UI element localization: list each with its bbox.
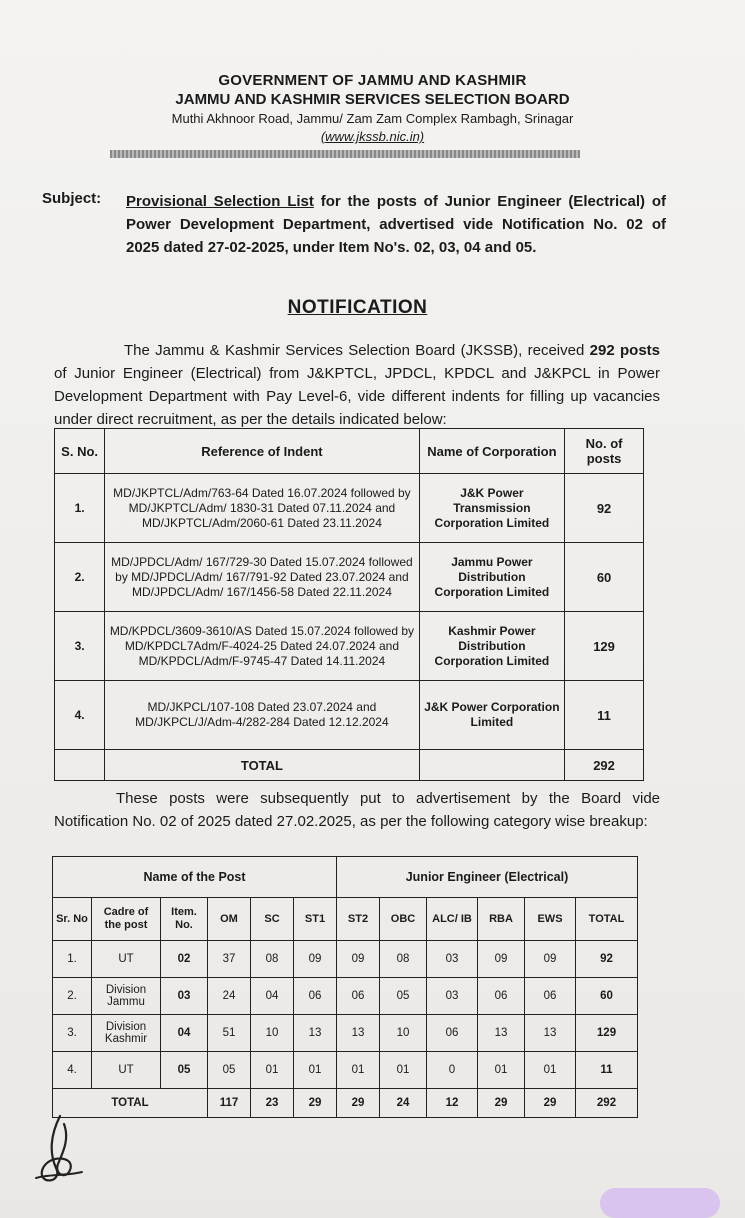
corner-overlay bbox=[600, 1188, 720, 1218]
category-group-header bbox=[53, 857, 638, 898]
cell-st2: 09 bbox=[337, 941, 380, 978]
cell-corporation: Jammu Power Distribution Corporation Limited bbox=[419, 543, 564, 612]
cell-sr: 4. bbox=[53, 1052, 92, 1089]
cell-om: 51 bbox=[208, 1015, 251, 1052]
cell-sno: 1. bbox=[55, 474, 105, 543]
indent-table bbox=[54, 428, 644, 781]
notification-title: NOTIFICATION bbox=[287, 297, 428, 318]
cell-st1: 06 bbox=[294, 978, 337, 1015]
col-ews: EWS bbox=[525, 898, 576, 941]
cell-om-total: 117 bbox=[208, 1089, 251, 1118]
table-row bbox=[55, 474, 644, 543]
cell-total: 129 bbox=[576, 1015, 638, 1052]
table-row bbox=[55, 681, 644, 750]
col-rba: RBA bbox=[478, 898, 525, 941]
cell-alc: 0 bbox=[427, 1052, 478, 1089]
cell-om: 05 bbox=[208, 1052, 251, 1089]
cell-st1: 01 bbox=[294, 1052, 337, 1089]
cell-sr: 3. bbox=[53, 1015, 92, 1052]
cell-rba: 06 bbox=[478, 978, 525, 1015]
cell-reference: MD/JKPTCL/Adm/763-64 Dated 16.07.2024 followed by MD/JKPTCL/Adm/ 1830-31 Dated 07.11.2024 and MD/JKPTCL/Adm/2060-61 Dated 23.11.2024 bbox=[105, 474, 419, 543]
cell-corporation: J&K Power Transmission Corporation Limited bbox=[419, 474, 564, 543]
paragraph-intro bbox=[54, 339, 660, 431]
cell-rba: 01 bbox=[478, 1052, 525, 1089]
col-om: OM bbox=[208, 898, 251, 941]
cell-total-value: 292 bbox=[565, 750, 644, 781]
intro-part-c: of Junior Engineer (Electrical) from J&KPTCL, JPDCL, KPDCL and J&KPCL in Power Development Department with Pay Level-6, vide different indents for filling up vacancies under direct recruitment, as per the details indicated below: bbox=[54, 365, 660, 428]
cell-reference: MD/KPDCL/3609-3610/AS Dated 15.07.2024 followed by MD/KPDCL7Adm/F-4024-25 Dated 24.07.2024 and MD/KPDCL/Adm/F-9745-47 Dated 14.11.2024 bbox=[105, 612, 419, 681]
cell-om: 24 bbox=[208, 978, 251, 1015]
table-row bbox=[53, 978, 638, 1015]
cell-reference: MD/JKPCL/107-108 Dated 23.07.2024 and MD/JKPCL/J/Adm-4/282-284 Dated 12.12.2024 bbox=[105, 681, 419, 750]
col-st1: ST1 bbox=[294, 898, 337, 941]
cell-sc: 01 bbox=[251, 1052, 294, 1089]
cell-posts: 11 bbox=[565, 681, 644, 750]
col-posts: No. of posts bbox=[565, 429, 644, 474]
subject-underlined: Provisional Selection List bbox=[126, 193, 314, 210]
subject-label: Subject: bbox=[42, 190, 102, 207]
cell-sno: 2. bbox=[55, 543, 105, 612]
col-item: Item. No. bbox=[161, 898, 208, 941]
cell-st1: 13 bbox=[294, 1015, 337, 1052]
cell-alc: 03 bbox=[427, 978, 478, 1015]
header-government: GOVERNMENT OF JAMMU AND KASHMIR bbox=[218, 72, 527, 89]
cell-item: 03 bbox=[161, 978, 208, 1015]
cell-alc: 03 bbox=[427, 941, 478, 978]
signature bbox=[30, 1110, 90, 1190]
cell-rba: 13 bbox=[478, 1015, 525, 1052]
cell-obc-total: 24 bbox=[380, 1089, 427, 1118]
cell-cadre: Division Jammu bbox=[92, 978, 161, 1015]
table-row bbox=[53, 941, 638, 978]
cell-reference: MD/JPDCL/Adm/ 167/729-30 Dated 15.07.2024 followed by MD/JPDCL/Adm/ 167/791-92 Dated 23.07.2024 and MD/JPDCL/Adm/ 167/1456-58 Dated 22.11.2024 bbox=[105, 543, 419, 612]
cell-rba-total: 29 bbox=[478, 1089, 525, 1118]
cell-sc-total: 23 bbox=[251, 1089, 294, 1118]
cell-sc: 04 bbox=[251, 978, 294, 1015]
cell-st2: 06 bbox=[337, 978, 380, 1015]
header-address: Muthi Akhnoor Road, Jammu/ Zam Zam Complex Rambagh, Srinagar bbox=[171, 111, 574, 126]
cell-item: 02 bbox=[161, 941, 208, 978]
cell-rba: 09 bbox=[478, 941, 525, 978]
cell-st2: 13 bbox=[337, 1015, 380, 1052]
cell-obc: 08 bbox=[380, 941, 427, 978]
cell-obc: 05 bbox=[380, 978, 427, 1015]
cell-posts: 92 bbox=[565, 474, 644, 543]
col-corporation: Name of Corporation bbox=[419, 429, 564, 474]
table-row bbox=[53, 1052, 638, 1089]
cell-obc: 10 bbox=[380, 1015, 427, 1052]
cell-sc: 08 bbox=[251, 941, 294, 978]
header-website: (www.jkssb.nic.in) bbox=[320, 129, 425, 144]
cell-total: 60 bbox=[576, 978, 638, 1015]
table-row bbox=[55, 543, 644, 612]
col-total: TOTAL bbox=[576, 898, 638, 941]
cell-posts: 60 bbox=[565, 543, 644, 612]
subject-text bbox=[126, 190, 666, 259]
paragraph-advertisement: These posts were subsequently put to advertisement by the Board vide Notification No. 02 of 2025 dated 27.02.2025, as per the following category wise breakup: bbox=[54, 790, 660, 830]
cell-alc: 06 bbox=[427, 1015, 478, 1052]
cell-total: 92 bbox=[576, 941, 638, 978]
cell-cadre: Division Kashmir bbox=[92, 1015, 161, 1052]
cell-item: 05 bbox=[161, 1052, 208, 1089]
cell-corporation: J&K Power Corporation Limited bbox=[419, 681, 564, 750]
header-divider bbox=[110, 150, 580, 158]
intro-bold-posts: 292 posts bbox=[589, 342, 661, 359]
cell-sno: 4. bbox=[55, 681, 105, 750]
cell-cadre: UT bbox=[92, 1052, 161, 1089]
cell-st1-total: 29 bbox=[294, 1089, 337, 1118]
cell-st1: 09 bbox=[294, 941, 337, 978]
col-sr: Sr. No bbox=[53, 898, 92, 941]
col-sc: SC bbox=[251, 898, 294, 941]
group-junior-engineer: Junior Engineer (Electrical) bbox=[337, 857, 638, 898]
cell-st2-total: 29 bbox=[337, 1089, 380, 1118]
cell-cadre: UT bbox=[92, 941, 161, 978]
cell-posts: 129 bbox=[565, 612, 644, 681]
col-alc-ib: ALC/ IB bbox=[427, 898, 478, 941]
cell-total-label: TOTAL bbox=[105, 750, 419, 781]
category-column-header bbox=[53, 898, 638, 941]
table-row bbox=[55, 612, 644, 681]
cell-grand-total: 292 bbox=[576, 1089, 638, 1118]
cell-ews-total: 29 bbox=[525, 1089, 576, 1118]
cell-sno: 3. bbox=[55, 612, 105, 681]
cell-ews: 13 bbox=[525, 1015, 576, 1052]
cell-total-label: TOTAL bbox=[53, 1089, 208, 1118]
col-cadre: Cadre of the post bbox=[92, 898, 161, 941]
header-board: JAMMU AND KASHMIR SERVICES SELECTION BOARD bbox=[175, 91, 570, 108]
cell-obc: 01 bbox=[380, 1052, 427, 1089]
intro-part-a: The Jammu & Kashmir Services Selection Board (JKSSB), received bbox=[124, 342, 590, 359]
cell-empty bbox=[55, 750, 105, 781]
subject-body: for the posts of Junior Engineer (Electrical) of Power Development Department, advertised vide Notification No. 02 of 2025 dated 27-02-2025, under Item No's. 02, 03, 04 and 05. bbox=[126, 193, 666, 256]
cell-om: 37 bbox=[208, 941, 251, 978]
cell-alc-total: 12 bbox=[427, 1089, 478, 1118]
table-total-row bbox=[53, 1089, 638, 1118]
cell-ews: 06 bbox=[525, 978, 576, 1015]
cell-sr: 2. bbox=[53, 978, 92, 1015]
indent-table-header bbox=[55, 429, 644, 474]
cell-ews: 09 bbox=[525, 941, 576, 978]
col-obc: OBC bbox=[380, 898, 427, 941]
cell-item: 04 bbox=[161, 1015, 208, 1052]
table-row bbox=[53, 1015, 638, 1052]
col-sno: S. No. bbox=[55, 429, 105, 474]
col-st2: ST2 bbox=[337, 898, 380, 941]
table-total-row bbox=[55, 750, 644, 781]
cell-sr: 1. bbox=[53, 941, 92, 978]
cell-sc: 10 bbox=[251, 1015, 294, 1052]
group-name-of-post: Name of the Post bbox=[53, 857, 337, 898]
cell-total: 11 bbox=[576, 1052, 638, 1089]
cell-corporation: Kashmir Power Distribution Corporation Limited bbox=[419, 612, 564, 681]
cell-st2: 01 bbox=[337, 1052, 380, 1089]
cell-empty bbox=[419, 750, 564, 781]
cell-ews: 01 bbox=[525, 1052, 576, 1089]
col-reference: Reference of Indent bbox=[105, 429, 419, 474]
category-table bbox=[52, 856, 638, 1118]
